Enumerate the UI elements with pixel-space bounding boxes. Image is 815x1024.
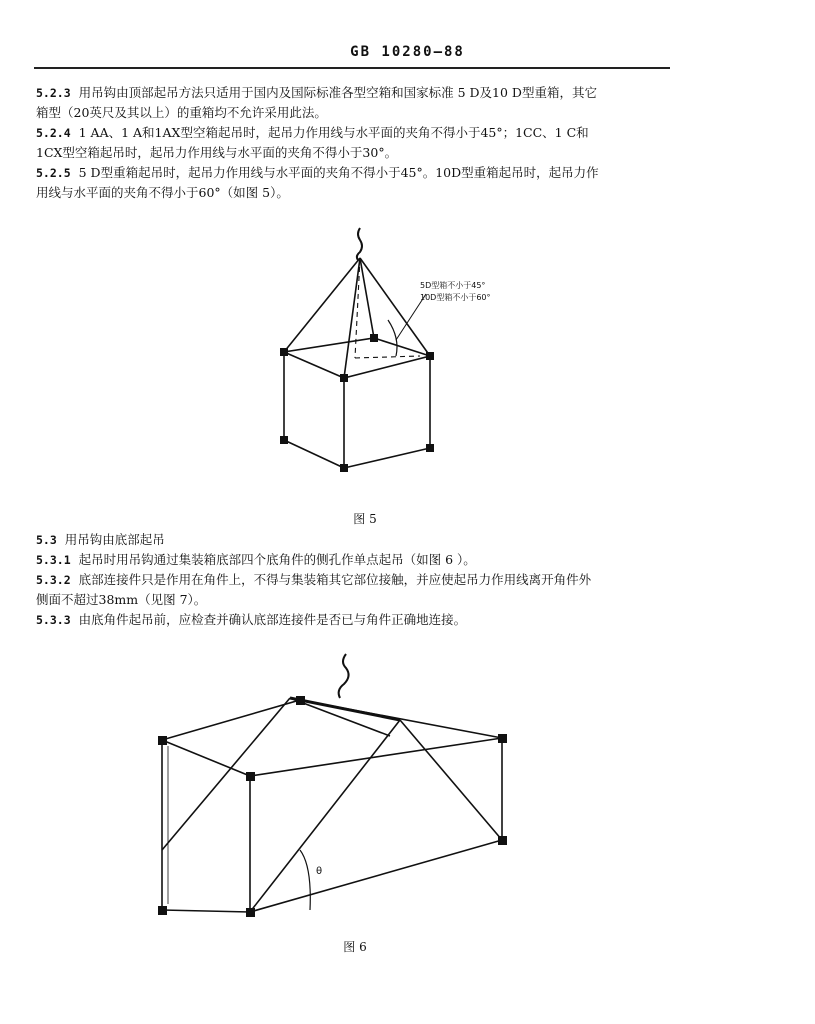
figure-5-label-5d: 5D型箱不小于45° xyxy=(420,281,486,290)
paragraph-5-3-3-line-1 xyxy=(36,610,676,630)
figure-6-angle-label: θ xyxy=(316,866,323,877)
clause-number: 5.2.5 xyxy=(36,166,71,180)
container-top-face xyxy=(162,700,502,776)
clause-number: 5.3 xyxy=(36,533,57,547)
figure-5-label-10d: 10D型箱不小于60° xyxy=(420,293,491,302)
hook-icon xyxy=(339,654,349,698)
paragraph-5-2-3-line-2: 箱型（20英尺及其以上）的重箱均不允许采用此法。 xyxy=(36,105,327,120)
clause-text: 1 AA、1 A和1AX型空箱起吊时，起吊力作用线与水平面的夹角不得小于45°；1CC、1 C和 xyxy=(78,125,589,140)
sling-back-left xyxy=(360,258,374,338)
clause-number: 5.3.2 xyxy=(36,573,71,587)
paragraph-5-2-5-line-2: 用线与水平面的夹角不得小于60°（如图 5）。 xyxy=(36,185,289,200)
sling-right xyxy=(400,720,502,840)
paragraph-5-3-2-line-1 xyxy=(36,570,676,590)
paragraph-5-2-3-line-1 xyxy=(36,83,676,103)
figure-5-top-lift-diagram xyxy=(260,222,520,484)
clause-text: 用吊钩由底部起吊 xyxy=(64,532,165,547)
clause-number: 5.2.3 xyxy=(36,86,71,100)
angle-arc xyxy=(300,850,310,910)
clause-text: 用吊钩由顶部起吊方法只适用于国内及国际标准各型空箱和国家标准 5 D及10 D型重箱，其它 xyxy=(78,85,597,100)
paragraph-5-2-4-line-1 xyxy=(36,123,676,143)
clause-text: 底部连接件只是作用在角件上，不得与集装箱其它部位接触，并应使起吊力作用线离开角件外 xyxy=(78,572,592,587)
angle-arc xyxy=(388,320,397,356)
figure-5-caption: 图 5 xyxy=(353,512,377,526)
clause-text: 起吊时用吊钩通过集装箱底部四个底角件的侧孔作单点起吊（如图 6 ）。 xyxy=(78,552,476,567)
header-rule xyxy=(34,67,670,69)
clause-number: 5.3.1 xyxy=(36,553,71,567)
figure-6-caption: 图 6 xyxy=(343,940,367,954)
clause-number: 5.2.4 xyxy=(36,126,71,140)
figure-6-bottom-lift-diagram xyxy=(150,650,520,922)
paragraph-5-2-5-line-1 xyxy=(36,163,676,183)
hook-icon xyxy=(357,228,362,260)
clause-number: 5.3.3 xyxy=(36,613,71,627)
paragraph-5-3-1-line-1 xyxy=(36,550,676,570)
paragraph-5-2-4-line-2: 1CX型空箱起吊时，起吊力作用线与水平面的夹角不得小于30°。 xyxy=(36,145,398,160)
section-5-3-heading xyxy=(36,530,676,550)
sling-front xyxy=(250,720,400,912)
paragraph-5-3-2-line-2: 侧面不超过38mm（见图 7）。 xyxy=(36,592,207,607)
standard-header: GB 10280—88 xyxy=(350,44,465,60)
clause-text: 由底角件起吊前，应检查并确认底部连接件是否已与角件正确地连接。 xyxy=(78,612,467,627)
clause-text: 5 D型重箱起吊时，起吊力作用线与水平面的夹角不得小于45°。10D型重箱起吊时，起吊力作 xyxy=(78,165,599,180)
